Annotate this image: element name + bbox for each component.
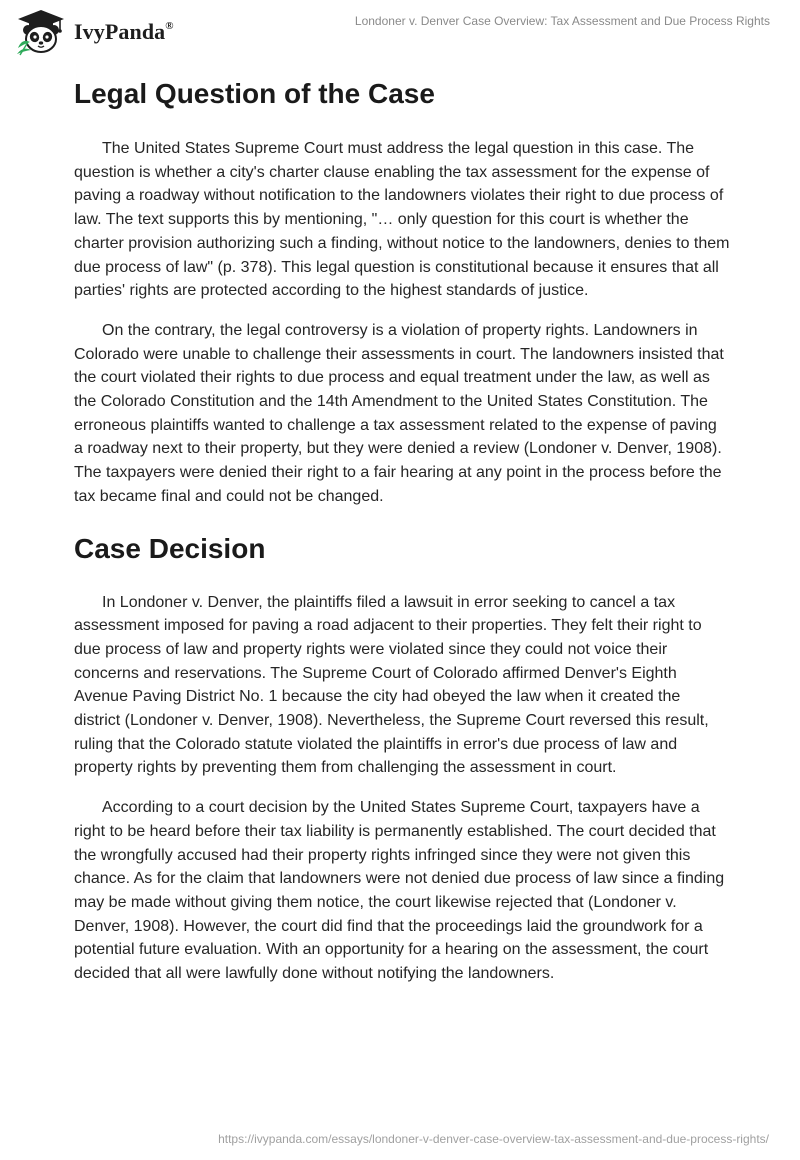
paragraph: According to a court decision by the United States Supreme Court, taxpayers have a right to be heard before their tax liability is permanently established. The court decided that the wrongfully accused had their property rights infringed since they were not given this chance. As for the claim that landowners were not denied due process of law since a finding may be made without giving them notice, the court likewise rejected that (Londoner v. Denver, 1908). However, the court did find that the proceedings laid the groundwork for a potential future evaluation. With an opportunity for a hearing on the assessment, the court decided that all were lawfully done without notifying the landowners.	[74, 799, 725, 983]
source-url[interactable]: https://ivypanda.com/essays/londoner-v-denver-case-overview-tax-assessment-and-due-process-rights/	[218, 1132, 769, 1146]
document-title: Londoner v. Denver Case Overview: Tax Assessment and Due Process Rights	[354, 14, 770, 28]
section-heading-case-decision: Case Decision	[74, 532, 266, 564]
brand-name: IvyPanda®	[74, 19, 174, 44]
section-heading-legal-question: Legal Question of the Case	[74, 78, 435, 109]
paragraph: The United States Supreme Court must address the legal question in this case. The question is whether a city's charter clause enabling the tax assessment for the expense of paving a roadway without notification to the landowners violates their right to due process of law. The text supports this by mentioning, "… only question for this court is whether the charter provision authorizing such a finding, without notice to the landowners, denies to them due process of law" (p. 378). This legal question is constitutional because it ensures that all parties' rights are protected according to the highest standards of justice.	[74, 140, 730, 300]
page-header	[0, 0, 800, 64]
ivypanda-logo[interactable]	[14, 8, 174, 56]
registered-mark: ®	[165, 20, 174, 32]
paragraph: In Londoner v. Denver, the plaintiffs filed a lawsuit in error seeking to cancel a tax assessment imposed for paving a road adjacent to their properties. They felt their right to due process of law and property rights were violated since they could not voice their concerns and reservations. The Supreme Court of Colorado affirmed Denver's Eighth Avenue Paving District No. 1 because the city had obeyed the law when it created the district (Londoner v. Denver, 1908). Nevertheless, the Supreme Court reversed this result, ruling that the Colorado statute violated the plaintiffs in error's due process of law and property rights by preventing them from challenging the assessment in court.	[74, 593, 709, 777]
essay-content	[74, 70, 730, 986]
paragraph: On the contrary, the legal controversy is a violation of property rights. Landowners in Colorado were unable to challenge their assessments in court. The landowners insisted that the court violated their rights to due process and equal treatment under the law, as well as the Colorado Constitution and the 14th Amendment to the United States Constitution. The erroneous plaintiffs wanted to challenge a tax assessment related to the expense of paving a roadway next to their property, but they were denied a review (Londoner v. Denver, 1908). The taxpayers were denied their right to a fair hearing at any point in the process before the tax became final and could not be changed.	[74, 321, 724, 505]
panda-graduate-icon	[14, 8, 68, 56]
